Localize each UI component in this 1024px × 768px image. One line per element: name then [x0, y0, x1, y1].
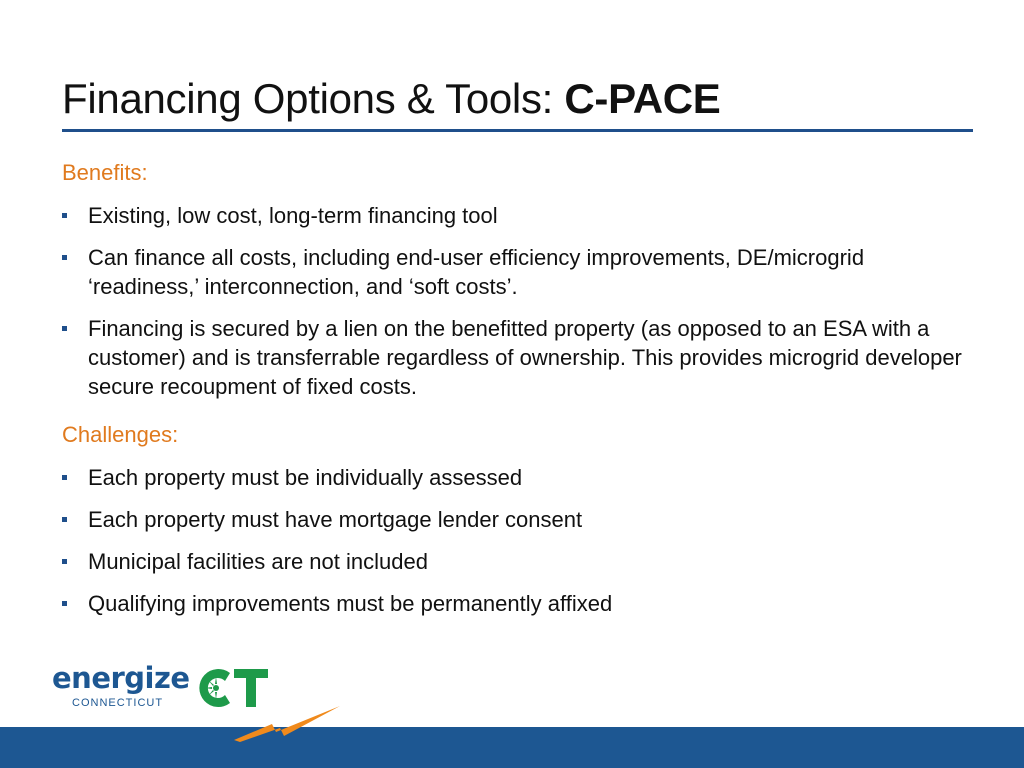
- challenge-item: [62, 589, 972, 618]
- title-bold: C-PACE: [564, 75, 721, 122]
- logo-wordmark: energize: [52, 661, 190, 695]
- challenge-item: [62, 505, 972, 534]
- benefit-item: [62, 201, 972, 230]
- slide-body: [62, 159, 972, 618]
- benefit-text: Can finance all costs, including end-user efficiency improvements, DE/microgrid ‘readiness,’ interconnection, and ‘soft costs’.: [88, 245, 865, 299]
- logo-subtitle: CONNECTICUT: [72, 697, 164, 709]
- benefit-text: Existing, low cost, long-term financing tool: [88, 203, 498, 228]
- title-regular: Financing Options & Tools:: [62, 75, 565, 122]
- challenge-text: Each property must be individually assessed: [88, 465, 523, 490]
- benefits-heading: Benefits:: [62, 160, 148, 185]
- challenges-list: [62, 463, 972, 618]
- benefit-item: [62, 314, 972, 401]
- challenge-text: Qualifying improvements must be permanently affixed: [88, 591, 613, 616]
- benefit-text: Financing is secured by a lien on the benefitted property (as opposed to an ESA with a customer) and is transferrable regardless of ownership. This provides microgrid developer secure recoupment of fixed costs.: [88, 316, 962, 399]
- bullet-square-icon: [62, 213, 67, 218]
- challenge-item: [62, 547, 972, 576]
- bullet-square-icon: [62, 255, 67, 260]
- energize-ct-logo: [52, 662, 292, 742]
- challenge-text: Municipal facilities are not included: [88, 549, 428, 574]
- ct-sun-logo-icon: [192, 664, 272, 712]
- benefits-list: [62, 201, 972, 401]
- challenge-item: [62, 463, 972, 492]
- bullet-square-icon: [62, 601, 67, 606]
- bullet-square-icon: [62, 475, 67, 480]
- bullet-square-icon: [62, 326, 67, 331]
- slide-title: [62, 74, 721, 124]
- title-divider: [62, 129, 973, 132]
- challenges-heading: Challenges:: [62, 422, 179, 447]
- challenge-text: Each property must have mortgage lender consent: [88, 507, 583, 532]
- bullet-square-icon: [62, 517, 67, 522]
- bullet-square-icon: [62, 559, 67, 564]
- lightning-bolt-icon: [232, 706, 342, 742]
- benefit-item: [62, 243, 972, 301]
